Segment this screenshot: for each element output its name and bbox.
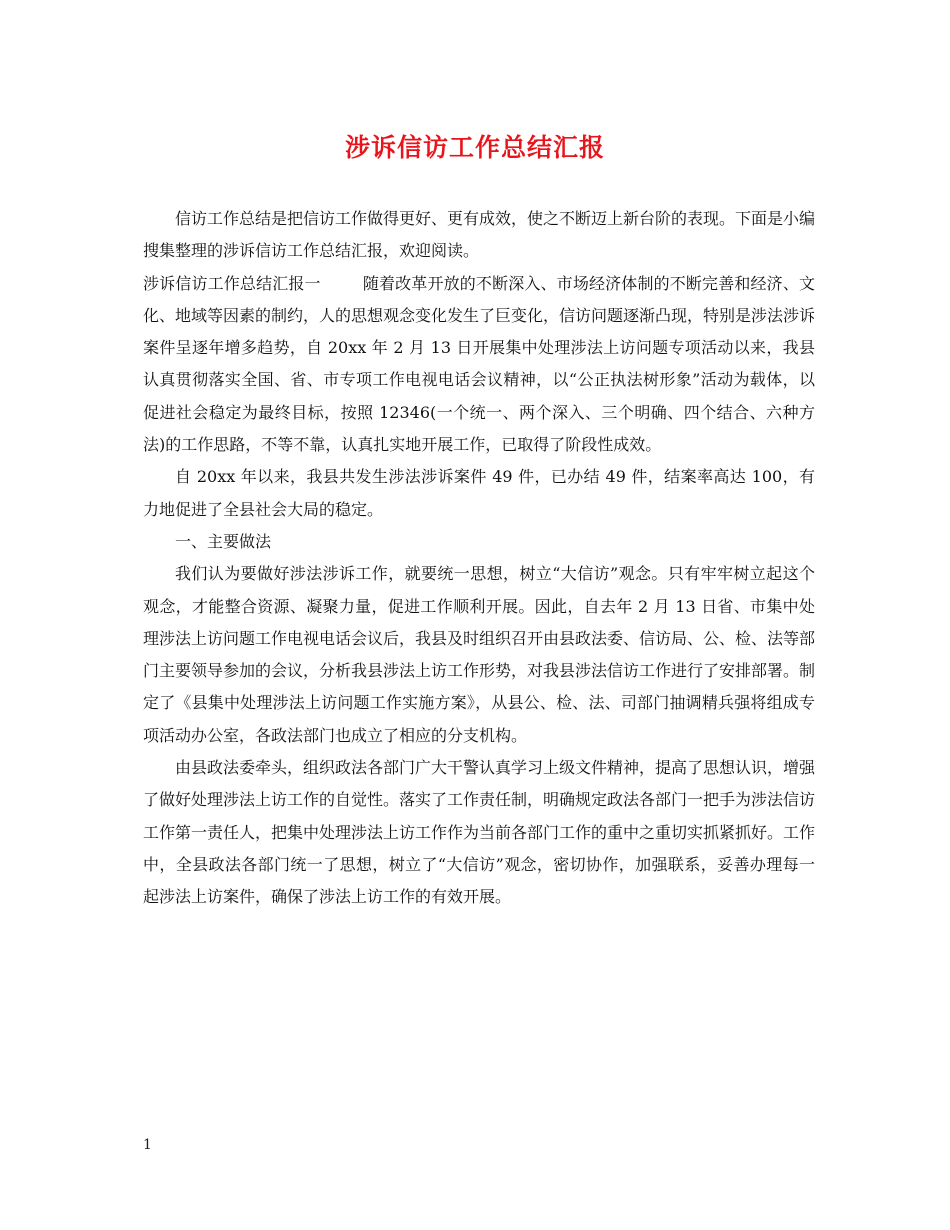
- subheading: 一、主要做法: [175, 531, 272, 551]
- cases-paragraph: 自 20xx 年以来，我县共发生涉法涉诉案件 49 件，已办结 49 件，结案率高达 100，有力地促进了全县社会大局的稳定。: [143, 467, 815, 519]
- section-text: 随着改革开放的不断深入、市场经济体制的不断完善和经济、文化、地域等因素的制约，人的思想观念变化发生了巨变化，信访问题逐渐凸现，特别是涉法涉诉案件呈逐年增多趋势，自 20xx 年 2 月 13 日开展集中处理涉法上访问题专项活动以来，我县认真贯彻落实全国、省、市专项工作电视电话会议精神，以“公正执法树形象”活动为载体，以促进社会稳定为最终目标，按照 12346(一个统一、两个深入、三个明确、四个结合、六种方法)的工作思路，不等不靠，认真扎实地开展工作，已取得了阶段性成效。: [143, 273, 816, 455]
- section-paragraph: [143, 268, 815, 462]
- method-paragraph-2: 由县政法委牵头，组织政法各部门广大干警认真学习上级文件精神，提高了思想认识，增强了做好处理涉法上访工作的自觉性。落实了工作责任制，明确规定政法各部门一把手为涉法信访工作第一责任人，把集中处理涉法上访工作作为当前各部门工作的重中之重切实抓紧抓好。工作中，全县政法各部门统一了思想，树立了“大信访”观念，密切协作，加强联系，妥善办理每一起涉法上访案件，确保了涉法上访工作的有效开展。: [143, 758, 816, 907]
- intro-paragraph: 信访工作总结是把信访工作做得更好、更有成效，使之不断迈上新台阶的表现。下面是小编搜集整理的涉诉信访工作总结汇报，欢迎阅读。: [143, 209, 816, 261]
- page-number: 1: [143, 1137, 152, 1153]
- document-title: 涉诉信访工作总结汇报: [344, 133, 605, 162]
- method-paragraph-1: 我们认为要做好涉法涉诉工作，就要统一思想，树立“大信访”观念。只有牢牢树立起这个观念，才能整合资源、凝聚力量，促进工作顺利开展。因此，自去年 2 月 13 日省、市集中处理涉法上访问题工作电视电话会议后，我县及时组织召开由县政法委、信访局、公、检、法等部门主要领导参加的会议，分析我县涉法上访工作形势，对我县涉法信访工作进行了安排部署。制定了《县集中处理涉法上访问题工作实施方案》，从县公、检、法、司部门抽调精兵强将组成专项活动办公室，各政法部门也成立了相应的分支机构。: [143, 564, 816, 745]
- document-body: [143, 203, 815, 914]
- section-heading: 涉诉信访工作总结汇报一: [143, 273, 321, 293]
